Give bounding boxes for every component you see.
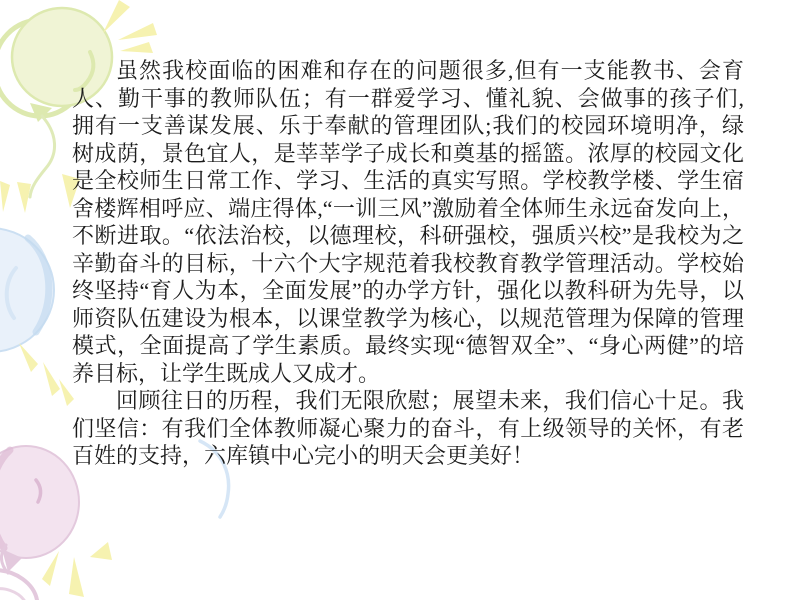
text-line: 是全校师生日常工作、学习、生活的真实写照。学校教学楼、学生宿 xyxy=(72,168,744,193)
text-line: 不断进取。“依法治校，以德理校，科研强校，强质兴校”是我校为之 xyxy=(72,223,744,248)
text-line: 人、勤干事的教师队伍；有一群爱学习、懂礼貌、会做事的孩子们, xyxy=(72,85,744,111)
text-line: 虽然我校面临的困难和存在的问题很多,但有一支能教书、会育 xyxy=(116,58,744,83)
text-line: 终坚持“育人为本，全面发展”的办学方针，强化以教科研为先导，以 xyxy=(72,278,744,303)
text-line: 们坚信：有我们全体教师凝心聚力的奋斗，有上级领导的关怀，有老 xyxy=(72,415,744,441)
sparkle-triangle xyxy=(69,557,84,597)
sparkle-triangle xyxy=(19,343,38,372)
text-line: 辛勤奋斗的目标，十六个大字规范着我校教育教学管理活动。学校始 xyxy=(72,250,744,276)
sparkle-triangle xyxy=(42,551,59,586)
text-line: 舍楼辉相呼应、端庄得体,“一训三风”激励着全体师生永远奋发向上， xyxy=(72,195,744,221)
text-line: 养目标，让学生既成人又成才。 xyxy=(72,360,381,386)
sparkle-triangle xyxy=(120,42,153,53)
sparkle-triangle xyxy=(118,23,157,40)
text-line: 师资队伍建设为根本，以课堂教学为核心，以规范管理为保障的管理 xyxy=(72,305,744,331)
pink-second-balloon-inner-arc xyxy=(0,589,24,600)
slide-text-block xyxy=(72,57,744,470)
text-line: 拥有一支善谋发展、乐于奉献的管理团队;我们的校园环境明净，绿 xyxy=(72,113,744,138)
sparkle-triangle xyxy=(103,0,130,33)
green-balloon-knot xyxy=(30,103,52,122)
text-line: 树成荫，景色宜人，是莘莘学子成长和奠基的摇篮。浓厚的校园文化 xyxy=(72,140,744,166)
green-balloon-string xyxy=(30,116,55,197)
sparkle-triangle xyxy=(43,362,60,396)
sparkle-triangle xyxy=(0,181,10,212)
text-line: 回顾往日的历程，我们无限欣慰；展望未来，我们信心十足。我 xyxy=(116,388,744,413)
text-line: 模式，全面提高了学生素质。最终实现“德智双全”、“身心两健”的培 xyxy=(72,333,744,358)
sparkle-triangle xyxy=(90,542,112,560)
text-line: 百姓的支持，六库镇中心完小的明天会更美好！ xyxy=(72,443,535,468)
